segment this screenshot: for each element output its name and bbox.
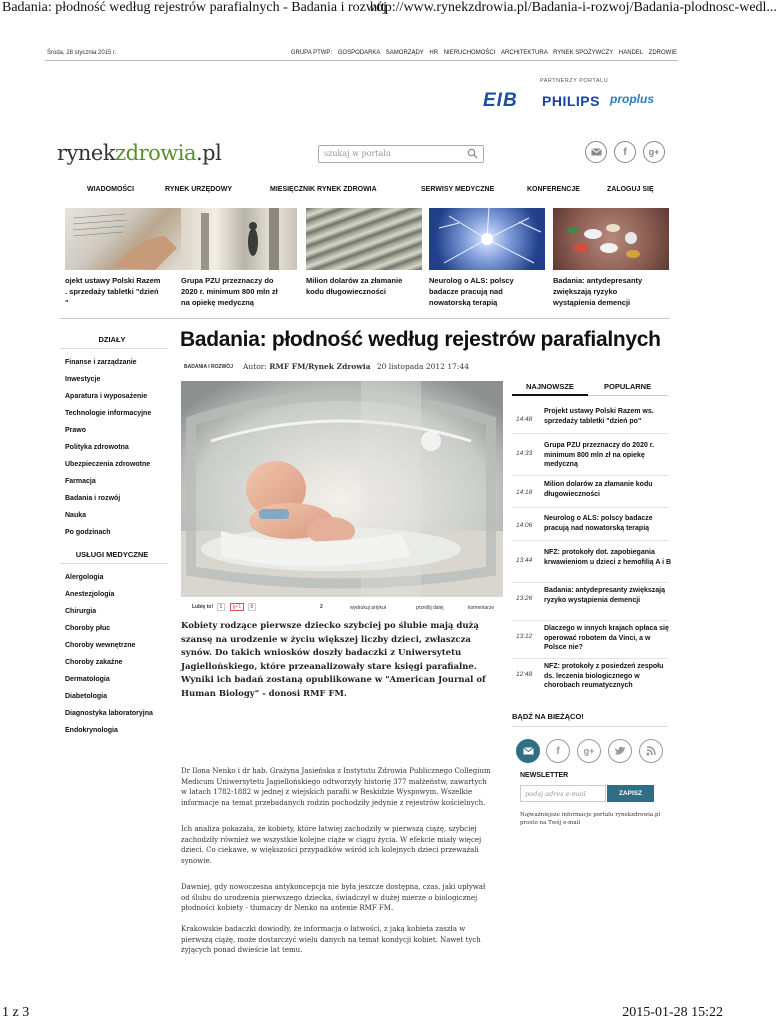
print-page-url: http://www.rynekzdrowia.pl/Badania-i-rozwoj/Badania-plodnosc-wedl...	[370, 0, 777, 15]
news-item[interactable]: Neurolog o ALS: polscy badacze pracują nad nowatorską terapią	[544, 515, 653, 532]
print-page-number: 1 z 3	[2, 1005, 30, 1020]
article-image	[181, 381, 503, 597]
group-link[interactable]: RYNEK SPOŻYWCZY	[553, 50, 614, 56]
article-date: 20 listopada 2012 17:44	[376, 362, 469, 371]
tile-image[interactable]	[429, 208, 545, 270]
sidebar-item[interactable]: Aparatura i wyposażenie	[65, 393, 148, 400]
news-separator	[512, 433, 668, 434]
tile-image[interactable]	[181, 208, 297, 270]
mail-icon[interactable]	[585, 141, 607, 163]
nav-conferences[interactable]: KONFERENCJE	[527, 186, 580, 193]
news-separator	[512, 475, 668, 476]
philips-logo[interactable]: PHILIPS	[542, 93, 600, 109]
article-paragraph: Ich analiza pokazała, że kobiety, które łatwiej zachodziły w pierwszą ciążę, szybciej zachodziły również we wszystkie kolejne ciąże w ciągu życia. W efekcie miały więcej dzieci. Co ciekawe, w większości przypadków wśród ich kolejnych dzieci przeważali synowie.	[181, 825, 482, 865]
tab-popular[interactable]: POPULARNE	[604, 382, 652, 391]
tile-caption[interactable]: Milion dolarów za złamanie kodu długowieczności	[306, 276, 403, 296]
group-label: GRUPA PTWP:	[290, 50, 333, 56]
news-item[interactable]: NFZ: protokoły dot. zapobiegania krwawieniom u dzieci z hemofilią A i B	[544, 549, 672, 566]
tile-caption[interactable]: Neurolog o ALS: polscy badacze pracują nad nowatorską terapią	[429, 276, 514, 307]
search-placeholder: szukaj w portalu	[324, 149, 391, 158]
news-separator	[512, 540, 668, 541]
rss-icon[interactable]	[639, 739, 663, 763]
sidebar-item[interactable]: Choroby wewnętrzne	[65, 642, 136, 649]
nav-login[interactable]: ZALOGUJ SIĘ	[607, 186, 654, 193]
print-page-title: Badania: płodność według rejestrów parafialnych - Badania i rozwój	[2, 0, 387, 15]
article-headline: Badania: płodność według rejestrów parafialnych	[180, 328, 661, 351]
facebook-icon[interactable]: f	[614, 141, 636, 163]
search-input[interactable]	[318, 145, 484, 163]
tile-image[interactable]	[553, 208, 669, 270]
sidebar-item[interactable]: Po godzinach	[65, 529, 111, 536]
news-time: 14:06	[516, 522, 533, 529]
group-link[interactable]: ZDROWIE	[648, 50, 677, 56]
like-button[interactable]: Lubię to!	[192, 604, 214, 610]
news-item[interactable]: Milion dolarów za złamanie kodu długowieczności	[544, 481, 653, 498]
sidebar-item[interactable]: Endokrynologia	[65, 727, 118, 734]
news-time: 14:48	[516, 416, 533, 423]
follow-title: BĄDŹ NA BIEŻĄCO!	[512, 712, 584, 721]
article-paragraph: Dr Ilona Nenko i dr hab. Grażyna Jasieńska z Instytutu Zdrowia Publicznego Collegium Medicum Uniwersytetu Jagiellońskiego odtworzyły historię 377 małżeństw, zawartych w latach 1782-1882 w jednej z wiejskich parafii w Beskidzie Wyspowym. Wszelkie informacje na temat przebadanych rodzin pochodziły jedynie z rejestrów kościelnych.	[181, 767, 491, 807]
news-time: 13:44	[516, 557, 533, 564]
mail-icon[interactable]	[516, 739, 540, 763]
sidebar-item[interactable]: Polityka zdrowotna	[65, 444, 129, 451]
newsletter-placeholder: podaj adres e-mail	[525, 790, 586, 798]
nav-official-market[interactable]: RYNEK URZĘDOWY	[165, 186, 233, 193]
news-item[interactable]: Dlaczego w innych krajach opłaca się operować robotem da Vinci, a w Polsce nie?	[544, 625, 669, 651]
sidebar-item[interactable]: Technologie informacyjne	[65, 410, 152, 417]
tab-underline	[588, 395, 668, 396]
article-byline	[243, 362, 469, 371]
gplus-count: 0	[248, 603, 257, 611]
sidebar-item[interactable]: Choroby zakaźne	[65, 659, 123, 666]
group-link[interactable]: ARCHITEKTURA	[501, 50, 548, 56]
news-item[interactable]: NFZ: protokoły z posiedzeń zespołu ds. leczenia biologicznego w chorobach reumatycznych	[544, 663, 664, 689]
newsletter-email-input[interactable]	[520, 785, 606, 802]
sidebar-item[interactable]: Alergologia	[65, 574, 104, 581]
news-item[interactable]: Grupa PZU przeznaczy do 2020 r. minimum 800 mln zł na opiekę medyczną	[544, 442, 655, 468]
sidebar-item[interactable]: Chirurgia	[65, 608, 97, 615]
like-count: 1	[217, 603, 226, 611]
sidebar-item[interactable]: Nauka	[65, 512, 87, 519]
news-separator	[512, 658, 668, 659]
news-time: 13:26	[516, 595, 533, 602]
tile-image[interactable]	[65, 208, 181, 270]
sidebar-item[interactable]: Dermatologia	[65, 676, 110, 683]
newsletter-note: Najważniejsze informacje portalu rynekzdrowia.pl prosto na Twój e-mail	[520, 812, 661, 826]
news-separator	[512, 620, 668, 621]
eib-logo[interactable]: EIB	[483, 90, 518, 111]
sidebar-item[interactable]: Anestezjologia	[65, 591, 115, 598]
sidebar-item[interactable]: Diagnostyka laboratoryjna	[65, 710, 153, 717]
tab-newest[interactable]: NAJNOWSZE	[526, 382, 574, 391]
logo-part1: rynek	[57, 141, 116, 165]
group-nav	[287, 50, 677, 56]
tile-image[interactable]	[306, 208, 422, 270]
sidebar-item[interactable]: Ubezpieczenia zdrowotne	[65, 461, 151, 468]
current-date: Środa, 28 stycznia 2015 r.	[47, 50, 117, 56]
news-time: 14:33	[516, 450, 533, 457]
sidebar-item[interactable]: Farmacja	[65, 478, 96, 485]
nav-monthly[interactable]: MIESIĘCZNIK RYNEK ZDROWIA	[270, 186, 377, 193]
news-time: 12:48	[516, 671, 533, 678]
author-label: Autor:	[243, 362, 267, 371]
partners-label: PARTNERZY PORTALU	[540, 78, 609, 84]
nav-news[interactable]: WIADOMOŚCI	[87, 186, 135, 193]
newsletter-subscribe-button[interactable]: ZAPISZ	[607, 785, 654, 802]
news-time: 13:12	[516, 633, 533, 640]
comments-count: 2	[320, 604, 323, 610]
article-paragraph: Krakowskie badaczki dowiodły, że informacja o łatwości, z jaką kobieta zaszła w pierwszą ciążę, może dostarczyć wielu danych na temat kondycji kobiet. Nawet tych żyjących ponad dwieście lat temu.	[181, 925, 481, 954]
newsletter-title: NEWSLETTER	[520, 772, 569, 779]
site-logo[interactable]	[57, 141, 221, 165]
comments-link[interactable]: komentarze	[468, 605, 495, 611]
google-plus-icon[interactable]: g+	[577, 739, 601, 763]
news-item[interactable]: Badania: antydepresanty zwiększają ryzyko wystąpienia demencji	[544, 587, 665, 604]
group-link[interactable]: NIERUCHOMOŚCI	[443, 50, 496, 56]
sidebar-item[interactable]: Prawo	[65, 427, 87, 434]
group-link[interactable]: SAMORZĄDY	[385, 50, 424, 56]
news-item[interactable]: Projekt ustawy Polski Razem ws. sprzedaży tabletki "dzień po"	[544, 408, 654, 425]
sidebar-item[interactable]: Badania i rozwój	[65, 495, 121, 502]
search-icon[interactable]	[467, 148, 478, 161]
sidebar-title-sections: DZIAŁY	[98, 335, 126, 344]
google-plus-icon[interactable]: g+	[643, 141, 665, 163]
sidebar-item[interactable]: Finanse i zarządzanie	[65, 359, 137, 366]
forward-link[interactable]: prześlij dalej	[416, 605, 444, 611]
sidebar-item[interactable]: Choroby płuc	[65, 625, 111, 632]
facebook-icon[interactable]: f	[546, 739, 570, 763]
article-category[interactable]: BADANIA I ROZWÓJ	[184, 364, 233, 370]
follow-divider	[512, 726, 668, 727]
news-separator	[512, 507, 668, 508]
tile-caption[interactable]: Grupa PZU przeznaczy do 2020 r. minimum 800 mln zł na opiekę medyczną	[181, 276, 278, 307]
sidebar-item[interactable]: Diabetologia	[65, 693, 108, 700]
news-time: 14:18	[516, 489, 533, 496]
nav-medical-services[interactable]: SERWISY MEDYCZNE	[421, 186, 495, 193]
gplus-button[interactable]: g+1	[230, 603, 244, 611]
article-paragraph: Dawniej, gdy nowoczesna antykoncepcja nie była jeszcze dostępna, czas, jaki upływał od ślubu do urodzenia pierwszego dziecka, świadczył w dużej mierze o biologicznej płodności kobiety - tłumaczy dr Nenko na antenie RMF FM.	[181, 883, 486, 912]
group-link[interactable]: HR	[429, 50, 439, 56]
author-name: RMF FM/Rynek Zdrowia	[269, 362, 371, 371]
print-datetime: 2015-01-28 15:22	[622, 1005, 723, 1020]
sidebar-divider	[60, 563, 168, 564]
tile-caption[interactable]: ojekt ustawy Polski Razem . sprzedaży tabletki "dzień "	[65, 276, 161, 307]
section-divider	[60, 318, 670, 319]
article-lead: Kobiety rodzące pierwsze dziecko szybciej po ślubie mają dużą szansę na urodzenie w życiu większej liczby dzieci, zwłaszcza synów. Do takich wniosków doszły badaczki z Uniwersytetu Jagiellońskiego, które przeanalizowały stare księgi parafialne. Wyniki ich badań zostaną opublikowane w "American Journal of Human Biology" - donosi RMF FM.	[181, 621, 486, 699]
tile-caption[interactable]: Badania: antydepresanty zwiększają ryzyko wystąpienia demencji	[553, 276, 643, 307]
top-divider	[45, 60, 678, 61]
logo-part2: zdrowia	[115, 141, 196, 165]
sidebar-divider	[60, 348, 168, 349]
proplus-logo[interactable]: proplus	[610, 92, 654, 106]
active-tab-underline	[512, 394, 588, 396]
group-link[interactable]: HANDEL	[618, 50, 643, 56]
print-link[interactable]: wydrukuj artykuł	[350, 605, 386, 611]
twitter-icon[interactable]	[608, 739, 632, 763]
group-link[interactable]: GOSPODARKA	[337, 50, 381, 56]
sidebar-title-medical: USŁUGI MEDYCZNE	[75, 550, 149, 559]
share-bar	[192, 604, 256, 610]
sidebar-item[interactable]: Inwestycje	[65, 376, 101, 383]
news-separator	[512, 582, 668, 583]
logo-part3: .pl	[196, 141, 222, 165]
